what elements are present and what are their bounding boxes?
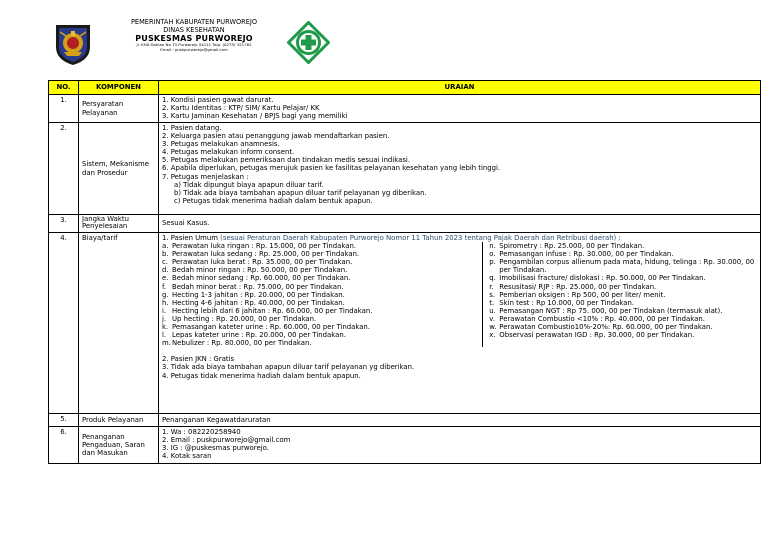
row-number: 2. bbox=[49, 123, 79, 215]
fee-item-text: Perawatan Combustio <10% : Rp. 40.000, 00 per Tindakan. bbox=[499, 314, 705, 323]
fee-list-left bbox=[162, 242, 483, 347]
fee-item bbox=[162, 242, 478, 250]
fee-item-letter: m. bbox=[162, 339, 171, 348]
fee-item bbox=[489, 331, 757, 339]
fee-item-letter: h. bbox=[162, 298, 169, 307]
fee-item bbox=[489, 299, 757, 307]
list-item: 6. Apabila diperlukan, petugas merujuk pasien ke fasilitas pelayanan kesehatan yang lebih tinggi. bbox=[162, 164, 501, 173]
fee-item-letter: e. bbox=[162, 274, 169, 283]
list-item: 2. Pasien JKN : Gratis bbox=[162, 355, 235, 364]
fee-item-text: Bedah minor berat : Rp. 75.000, 00 per Tindakan. bbox=[172, 282, 344, 291]
list-item: b) Tidak ada biaya tambahan apapun diluar tarif pelayanan yg diberikan. bbox=[174, 188, 427, 197]
fee-item-text: Pemasangan NGT : Rp 75. 000, 00 per Tindakan (termasuk alat). bbox=[499, 306, 723, 315]
fee-item bbox=[162, 250, 478, 258]
service-standard-table bbox=[48, 80, 761, 464]
fee-item-letter: b. bbox=[162, 250, 169, 259]
list-item: 2. Email : puskpurworejo@gmail.com bbox=[162, 436, 291, 445]
fee-item-text: Up hecting : Rp. 20.000, 00 per Tindakan. bbox=[172, 314, 317, 323]
row-description bbox=[159, 427, 761, 464]
government-line: PEMERINTAH KABUPATEN PURWOREJO bbox=[130, 18, 258, 26]
fee-item-letter: r. bbox=[489, 282, 494, 291]
row-description bbox=[159, 123, 761, 215]
fee-item-letter: o. bbox=[489, 250, 496, 259]
row-component: Produk Pelayanan bbox=[79, 414, 159, 427]
institution-email: Email : puskpurworejo@gmail.com bbox=[160, 46, 228, 52]
fee-item bbox=[489, 258, 757, 274]
fee-item-text: Nebulizer : Rp. 80.000, 00 per Tindakan. bbox=[172, 339, 312, 348]
fee-item-text: Bedah minor ringan : Rp. 50.000, 00 per Tindakan. bbox=[172, 266, 348, 275]
row-number: 3. bbox=[49, 215, 79, 233]
list-item: 1. Wa : 082220258940 bbox=[162, 428, 241, 436]
list-item: 3. IG : @puskesmas purworejo. bbox=[162, 444, 269, 453]
row-description: Penanganan Kegawatdaruratan bbox=[159, 414, 761, 427]
fee-item-text: Perawatan Combustio10%-20%: Rp. 60.000, 00 per Tindakan. bbox=[499, 323, 713, 332]
fee-item-letter: q. bbox=[489, 274, 496, 283]
fee-item-letter: p. bbox=[489, 258, 496, 267]
fee-list bbox=[162, 242, 757, 347]
fee-item-letter: k. bbox=[162, 323, 169, 332]
fee-item bbox=[489, 250, 757, 258]
fee-item bbox=[162, 339, 478, 347]
fee-item-text: Bedah minor sedang : Rp. 60.000, 00 per Tindakan. bbox=[172, 274, 351, 283]
table-row bbox=[49, 414, 761, 427]
fee-item-letter: i. bbox=[162, 306, 167, 315]
list-item: 5. Petugas melakukan pemeriksaan dan tindakan medis sesuai indikasi. bbox=[162, 156, 411, 165]
fee-item-text: Pemasangan infuse : Rp. 30.000, 00 per Tindakan. bbox=[499, 250, 674, 259]
fee-item bbox=[489, 315, 757, 323]
fee-item-text: Perawatan luka sedang : Rp. 25.000, 00 per Tindakan. bbox=[172, 250, 360, 259]
fee-item-text: Observasi perawatan IGD : Rp. 30.000, 00 per Tindakan. bbox=[499, 331, 695, 340]
fee-item-letter: t. bbox=[489, 298, 495, 307]
fee-list-right bbox=[483, 242, 757, 347]
fee-item bbox=[489, 291, 757, 299]
fee-item-letter: s. bbox=[489, 290, 496, 299]
fee-item-letter: d. bbox=[162, 266, 169, 275]
fee-item-letter: j. bbox=[162, 314, 167, 323]
list-item: 1. Kondisi pasien gawat darurat. bbox=[162, 96, 274, 104]
row-description: Sesuai Kasus. bbox=[159, 215, 761, 233]
fee-item-text: Lepas kateter urine : Rp. 20.000, 00 per Tindakan. bbox=[172, 331, 346, 340]
fee-item bbox=[162, 291, 478, 299]
list-item: 4. Kotak saran bbox=[162, 452, 212, 461]
fee-item-text: Pengambilan corpus allienum pada mata, hidung, telinga : Rp. 30.000, 00 per Tindakan. bbox=[499, 258, 755, 275]
row-number: 1. bbox=[49, 95, 79, 123]
fee-item bbox=[162, 331, 478, 339]
list-item: 1. Pasien datang. bbox=[162, 124, 222, 132]
row-number: 5. bbox=[49, 414, 79, 427]
fee-item bbox=[489, 323, 757, 331]
fee-item-letter: g. bbox=[162, 290, 169, 299]
document-header bbox=[0, 0, 768, 80]
table-row bbox=[49, 95, 761, 123]
fee-item bbox=[489, 283, 757, 291]
fee-item-letter: c. bbox=[162, 258, 168, 267]
table-row bbox=[49, 427, 761, 464]
fee-item-text: Imobilisasi fracture/ dislokasi : Rp. 50.000, 00 Per Tindakan. bbox=[499, 274, 706, 283]
list-item: 3. Tidak ada biaya tambahan apapun diluar tarif pelayanan yg diberikan. bbox=[162, 363, 415, 372]
fee-item-letter: w. bbox=[489, 323, 497, 332]
list-item: 3. Kartu Jaminan Kesehatan / BPJS bagi yang memiliki bbox=[162, 112, 348, 121]
fee-item-letter: u. bbox=[489, 306, 496, 315]
list-item: 2. Keluarga pasien atau penanggung jawab mendaftarkan pasien. bbox=[162, 132, 390, 141]
row-description bbox=[159, 233, 761, 414]
fee-item-letter: a. bbox=[162, 242, 169, 251]
department-line: DINAS KESEHATAN bbox=[163, 25, 225, 34]
row-description bbox=[159, 95, 761, 123]
row-component: Biaya/tarif bbox=[79, 233, 159, 414]
fee-item bbox=[162, 299, 478, 307]
fee-item-text: Skin test : Rp 10.000, 00 per Tindakan. bbox=[499, 298, 635, 307]
fee-item-text: Spirometry : Rp. 25.000, 00 per Tindakan. bbox=[499, 242, 645, 251]
institution-name: PUSKESMAS PURWOREJO bbox=[135, 34, 253, 44]
fee-item-text: Perawatan luka berat : Rp. 35.000, 00 per Tindakan. bbox=[172, 258, 353, 267]
fee-item-text: Pemberian oksigen : Rp 500, 00 per liter/ menit. bbox=[499, 290, 666, 299]
fee-item bbox=[162, 323, 478, 331]
table-header-row bbox=[49, 81, 761, 95]
list-item: 3. Petugas melakukan anamnesis. bbox=[162, 140, 280, 149]
fee-item-letter: x. bbox=[489, 331, 496, 340]
fee-item-text: Hecting 4-6 jahitan : Rp. 40.000, 00 per Tindakan. bbox=[172, 298, 345, 307]
fee-item bbox=[162, 258, 478, 266]
fee-item bbox=[489, 307, 757, 315]
fee-item-letter: v. bbox=[489, 314, 496, 323]
list-item: 4. Petugas tidak menerima hadiah dalam bentuk apapun. bbox=[162, 371, 361, 380]
table-row bbox=[49, 123, 761, 215]
fee-item-letter: f. bbox=[162, 282, 167, 291]
fee-item bbox=[489, 274, 757, 282]
institution-address: Jl. KHA Dahlan No 73 Purworejo 54111 Telp. (0275) 321782 bbox=[136, 42, 252, 48]
list-item: 7. Petugas menjelaskan : bbox=[162, 172, 249, 181]
fee-item bbox=[162, 274, 478, 282]
header-komponen: KOMPONEN bbox=[79, 81, 159, 95]
header-no: NO. bbox=[49, 81, 79, 95]
row-number: 4. bbox=[49, 233, 79, 414]
fee-item bbox=[162, 266, 478, 274]
fee-item-text: Pemasangan kateter urine : Rp. 60.000, 00 per Tindakan. bbox=[172, 323, 370, 332]
row-number: 6. bbox=[49, 427, 79, 464]
puskesmas-logo-icon bbox=[287, 21, 330, 64]
purworejo-regency-emblem-icon bbox=[52, 22, 94, 66]
fee-item-text: Hecting lebih dari 6 jahitan : Rp. 60.000, 00 per Tindakan. bbox=[172, 306, 373, 315]
list-item: 2. Kartu Identitas : KTP/ SIM/ Kartu Pelajar/ KK bbox=[162, 104, 320, 113]
fee-item-letter: l. bbox=[162, 331, 167, 340]
fee-item bbox=[162, 307, 478, 315]
fee-item bbox=[162, 315, 478, 323]
row-component: Persyaratan Pelayanan bbox=[79, 95, 159, 123]
table-row bbox=[49, 215, 761, 233]
table-row bbox=[49, 233, 761, 414]
row-component: Jangka Waktu Penyelesaian bbox=[79, 215, 159, 233]
list-item: 4. Petugas melakukan inform consent. bbox=[162, 148, 295, 157]
fee-item bbox=[489, 242, 757, 250]
list-item: c) Petugas tidak menerima hadiah dalam bentuk apapun. bbox=[174, 196, 373, 205]
fee-intro: 1. Pasien Umum (sesuai Peraturan Daerah Kabupaten Purworejo Nomor 11 Tahun 2023 tentang Pajak Daerah dan Retribusi daerah) : bbox=[162, 234, 621, 242]
fee-item bbox=[162, 283, 478, 291]
fee-item-text: Hecting 1-3 jahitan : Rp. 20.000, 00 per Tindakan. bbox=[172, 290, 345, 299]
row-component: Sistem, Mekanisme dan Prosedur bbox=[79, 123, 159, 215]
fee-item-letter: n. bbox=[489, 242, 496, 251]
list-item: a) Tidak dipungut biaya apapun diluar tarif. bbox=[174, 180, 324, 189]
institution-heading bbox=[108, 19, 280, 52]
header-uraian: URAIAN bbox=[159, 81, 761, 95]
fee-item-text: Perawatan luka ringan : Rp. 15.000, 00 per Tindakan. bbox=[172, 242, 357, 251]
row-component: Penanganan Pengaduan, Saran dan Masukan bbox=[79, 427, 159, 464]
fee-item-text: Resusitasi/ RJP : Rp. 25.000, 00 per Tindakan. bbox=[499, 282, 657, 291]
